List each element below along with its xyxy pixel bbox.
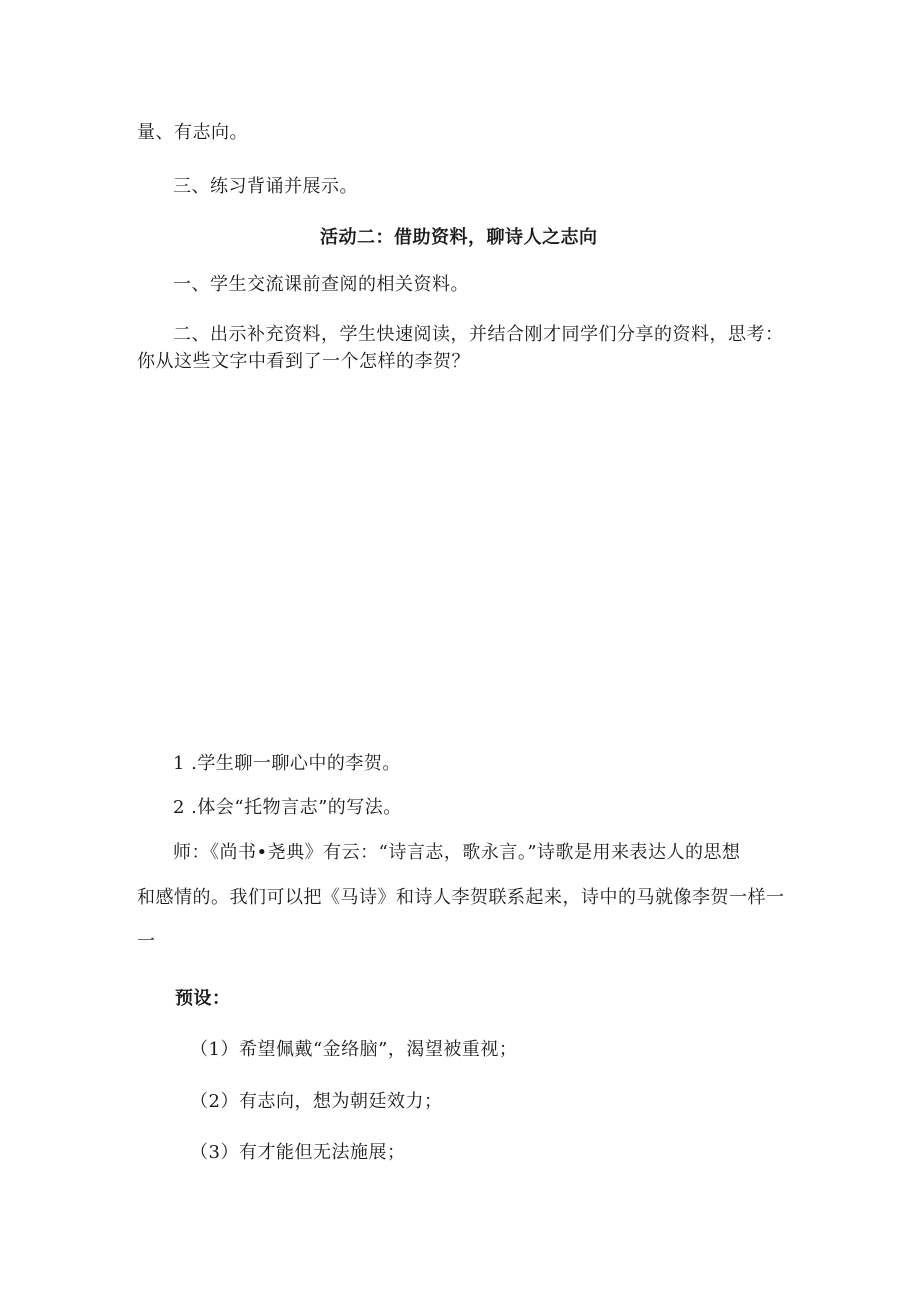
list-item-2: 2 .体会“托物言志”的写法。 (173, 797, 402, 818)
activity-2-heading: 活动二：借助资料，聊诗人之志向 (320, 227, 598, 248)
preset-item-2: （2）有志向，想为朝廷效力； (190, 1091, 443, 1112)
paragraph-activity-2-step-2-line-2: 你从这些文字中看到了一个怎样的李贺？ (137, 351, 470, 372)
preset-item-1: （1）希望佩戴“金络脑”，渴望被重视； (190, 1039, 518, 1060)
teacher-paragraph-line-1: 师：《尚书•尧典》有云：“诗言志，歌永言。”诗歌是用来表达人的思想 (173, 842, 741, 863)
list-item-1: 1 .学生聊一聊心中的李贺。 (173, 753, 401, 774)
teacher-paragraph-line-2: 和感情的。我们可以把《马诗》和诗人李贺联系起来，诗中的马就像李贺一样一 (137, 887, 785, 908)
paragraph-intro-tail: 量、有志向。 (137, 122, 248, 143)
preset-label: 预设： (175, 988, 231, 1009)
paragraph-step-3: 三、练习背诵并展示。 (173, 176, 358, 197)
teacher-paragraph-line-3: 一 (137, 931, 156, 952)
paragraph-activity-2-step-1: 一、学生交流课前查阅的相关资料。 (173, 274, 469, 295)
paragraph-activity-2-step-2-line-1: 二、出示补充资料，学生快速阅读，并结合刚才同学们分享的资料，思考： (173, 324, 784, 345)
preset-item-3: （3）有才能但无法施展； (190, 1142, 406, 1163)
